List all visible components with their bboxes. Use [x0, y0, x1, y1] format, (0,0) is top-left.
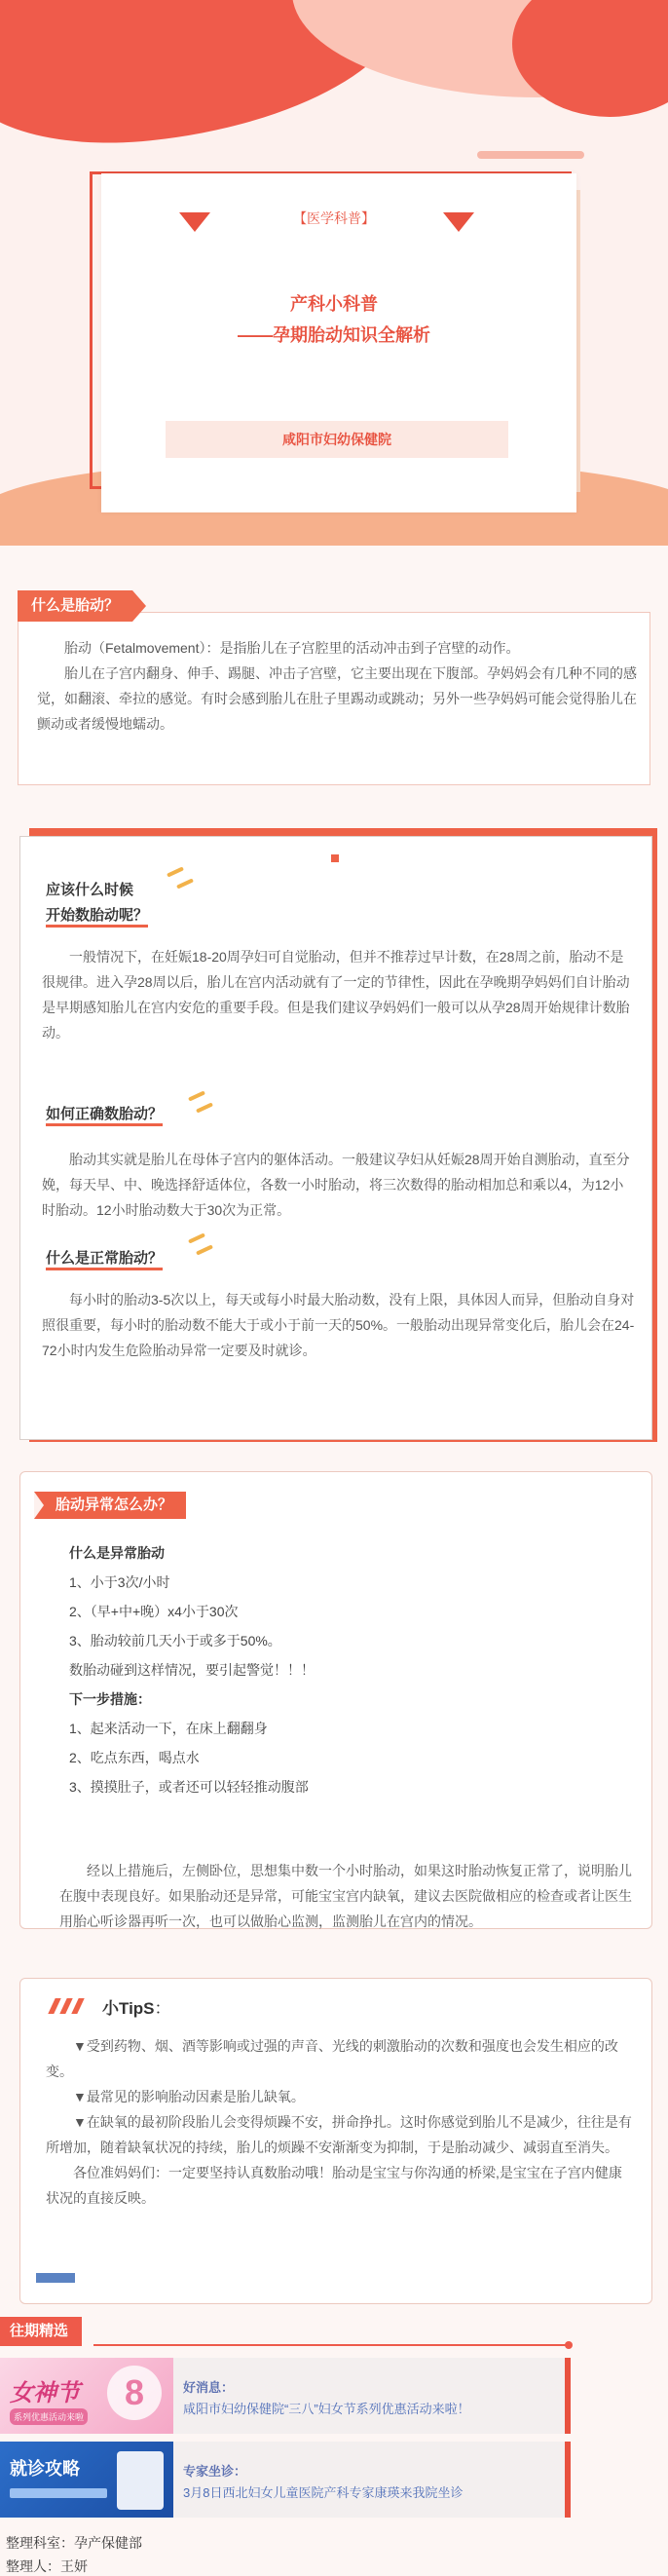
list-item: 1、起来活动一下，在床上翻翻身 — [69, 1721, 268, 1736]
sparkle-icon — [188, 1232, 205, 1243]
decor-square — [331, 854, 339, 862]
past-picks-label: 往期精选 — [0, 2317, 82, 2346]
article-thumbnail — [0, 2358, 173, 2434]
footer-editor: 整理人：王妍 — [6, 2558, 88, 2574]
sparkle-icon — [196, 1244, 213, 1255]
question-heading — [46, 878, 148, 928]
past-article-link[interactable] — [0, 2442, 571, 2518]
past-article-link[interactable] — [0, 2358, 571, 2434]
decor-bar — [36, 2273, 75, 2283]
article-title[interactable]: 咸阳市妇幼保健院“三八”妇女节系列优惠活动来啦！ — [183, 2402, 470, 2416]
footer-department: 整理科室：孕产保健部 — [6, 2535, 142, 2551]
list-item: 1、小于3次/小时 — [69, 1574, 170, 1590]
thumbnail-caption: 系列优惠活动来啦 — [10, 2408, 88, 2425]
heading-line: 应该什么时候 — [46, 882, 134, 898]
divider-dot — [565, 2341, 573, 2349]
article-title[interactable]: 3月8日西北妇女儿童医院产科专家康瑛来我院坐诊 — [183, 2485, 464, 2500]
section-label: 胎动异常怎么办？ — [34, 1492, 186, 1519]
section-counting — [19, 836, 652, 1440]
measure-list — [69, 1538, 634, 1801]
list-item: 3、摸摸肚子，或者还可以轻轻推动腹部 — [69, 1779, 309, 1795]
divider — [93, 2344, 571, 2346]
section-tips — [19, 1978, 652, 2304]
section-abnormal — [19, 1471, 652, 1929]
heading-text: 如何正确数胎动？ — [46, 1106, 163, 1126]
accent-bar — [565, 2358, 571, 2434]
category-tag: 【医学科普】 — [293, 210, 375, 226]
question-heading — [46, 1246, 163, 1271]
section-what-is-fetal-movement — [18, 590, 650, 785]
decor-bar — [477, 151, 584, 159]
section-text — [37, 635, 641, 737]
list-item: 2、（早+中+晚）x4小于30次 — [69, 1604, 239, 1619]
section-text — [46, 2033, 634, 2211]
thumbnail-number: 8 — [107, 2366, 162, 2420]
paragraph: 经以上措施后，左侧卧位，思想集中数一个小时胎动，如果这时胎动恢复正常了，说明胎儿在腹中表现良好。如果胎动还是异常，可能宝宝宫内缺氧，建议去医院做相应的检查或者让医生用胎心听诊器再听一次，也可以做胎心监测，监测胎儿在宫内的情况。 — [59, 1863, 632, 1929]
title-line: 产科小科普 — [290, 294, 378, 314]
thumbnail-title: 女神节 — [10, 2378, 80, 2406]
section-label: 什么是胎动？ — [18, 590, 132, 622]
stripes-icon — [48, 1998, 87, 2014]
article-kicker: 专家坐诊： — [183, 2464, 247, 2479]
heading-text: 什么是正常胎动？ — [46, 1250, 163, 1270]
heading-line: 开始数胎动呢？ — [46, 907, 148, 928]
article-thumbnail — [0, 2442, 173, 2518]
question-heading — [46, 1102, 163, 1127]
page-title — [0, 288, 668, 351]
paragraph: 胎儿在子宫内翻身、伸手、踢腿、冲击子宫壁，它主要出现在下腹部。孕妈妈会有几种不同的感觉，如翻滚、牵拉的感觉。有时会感到胎儿在肚子里踢动或跳动；另外一些孕妈妈可能会觉得胎儿在颤动或者缓慢地蠕动。 — [37, 665, 637, 732]
thumbnail-title: 就诊攻略 — [10, 2459, 80, 2479]
sparkle-icon — [176, 878, 194, 889]
thumbnail-decor — [10, 2488, 107, 2498]
list-item: 3、胎动较前几天小于或多于50%。 — [69, 1633, 281, 1648]
subtitle-line: ——孕期胎动知识全解析 — [238, 325, 430, 345]
sparkle-icon — [167, 866, 184, 877]
organization-label: 咸阳市妇幼保健院 — [166, 421, 508, 458]
paragraph: 各位准妈妈们：一定要坚持认真数胎动哦！胎动是宝宝与你沟通的桥梁,是宝宝在子宫内健康状况的直接反映。 — [46, 2165, 622, 2206]
hero-banner — [0, 0, 668, 546]
paragraph: ▼受到药物、烟、酒等影响或过强的声音、光线的刺激胎动的次数和强度也会发生相应的改变。 — [46, 2038, 618, 2079]
paragraph: 每小时的胎动3-5次以上，每天或每小时最大胎动数，没有上限，具体因人而异，但胎动自身对照很重要，每小时的胎动数不能大于或小于前一天的50%。一般胎动出现异常变化后，胎儿会在24-72小时内发生危险胎动异常一定要及时就诊。 — [42, 1292, 635, 1358]
paragraph: ▼最常见的影响胎动因素是胎儿缺氧。 — [73, 2089, 305, 2104]
accent-bar — [565, 2442, 571, 2518]
list-item: 下一步措施： — [69, 1691, 151, 1707]
thumbnail-image — [117, 2451, 164, 2510]
list-item: 2、吃点东西，喝点水 — [69, 1750, 200, 1765]
decor-shape — [512, 0, 668, 117]
sparkle-icon — [196, 1102, 213, 1113]
list-item: 什么是异常胎动 — [69, 1545, 165, 1561]
paragraph: 胎动其实就是胎儿在母体子宫内的躯体活动。一般建议孕妇从妊娠28周开始自测胎动，直至分娩，每天早、中、晚选择舒适体位，各数一小时胎动，将三次数得的胎动相加总和乘以4，为12小时胎动。12小时胎动数大于30次为正常。 — [42, 1152, 630, 1218]
article-kicker: 好消息： — [183, 2380, 235, 2395]
list-item: 数胎动碰到这样情况，要引起警觉！！！ — [69, 1662, 315, 1678]
paragraph: ▼在缺氧的最初阶段胎儿会变得烦躁不安，拼命挣扎。这时你感觉到胎儿不是减少，往往是有所增加，随着缺氧状况的持续，胎儿的烦躁不安渐渐变为抑制，于是胎动减少、减弱直至消失。 — [46, 2114, 632, 2155]
paragraph: 胎动（Fetalmovement）：是指胎儿在子宫腔里的活动冲击到子宫壁的动作。 — [64, 640, 520, 656]
tips-title — [102, 1994, 171, 2019]
sparkle-icon — [188, 1090, 205, 1101]
tips-title-text: 小TipS — [102, 1999, 155, 2018]
paragraph: 一般情况下，在妊娠18-20周孕妇可自觉胎动，但并不推荐过早计数，在28周之前，胎动不是很规律。进入孕28周以后，胎儿在宫内活动就有了一定的节律性，因此在孕晚期孕妈妈们自计胎动是早期感知胎儿在宫内安危的重要手段。但是我们建议孕妈妈们一般可以从孕28周开始规律计数胎动。 — [42, 949, 630, 1041]
tips-title-colon: ： — [154, 1999, 171, 2018]
